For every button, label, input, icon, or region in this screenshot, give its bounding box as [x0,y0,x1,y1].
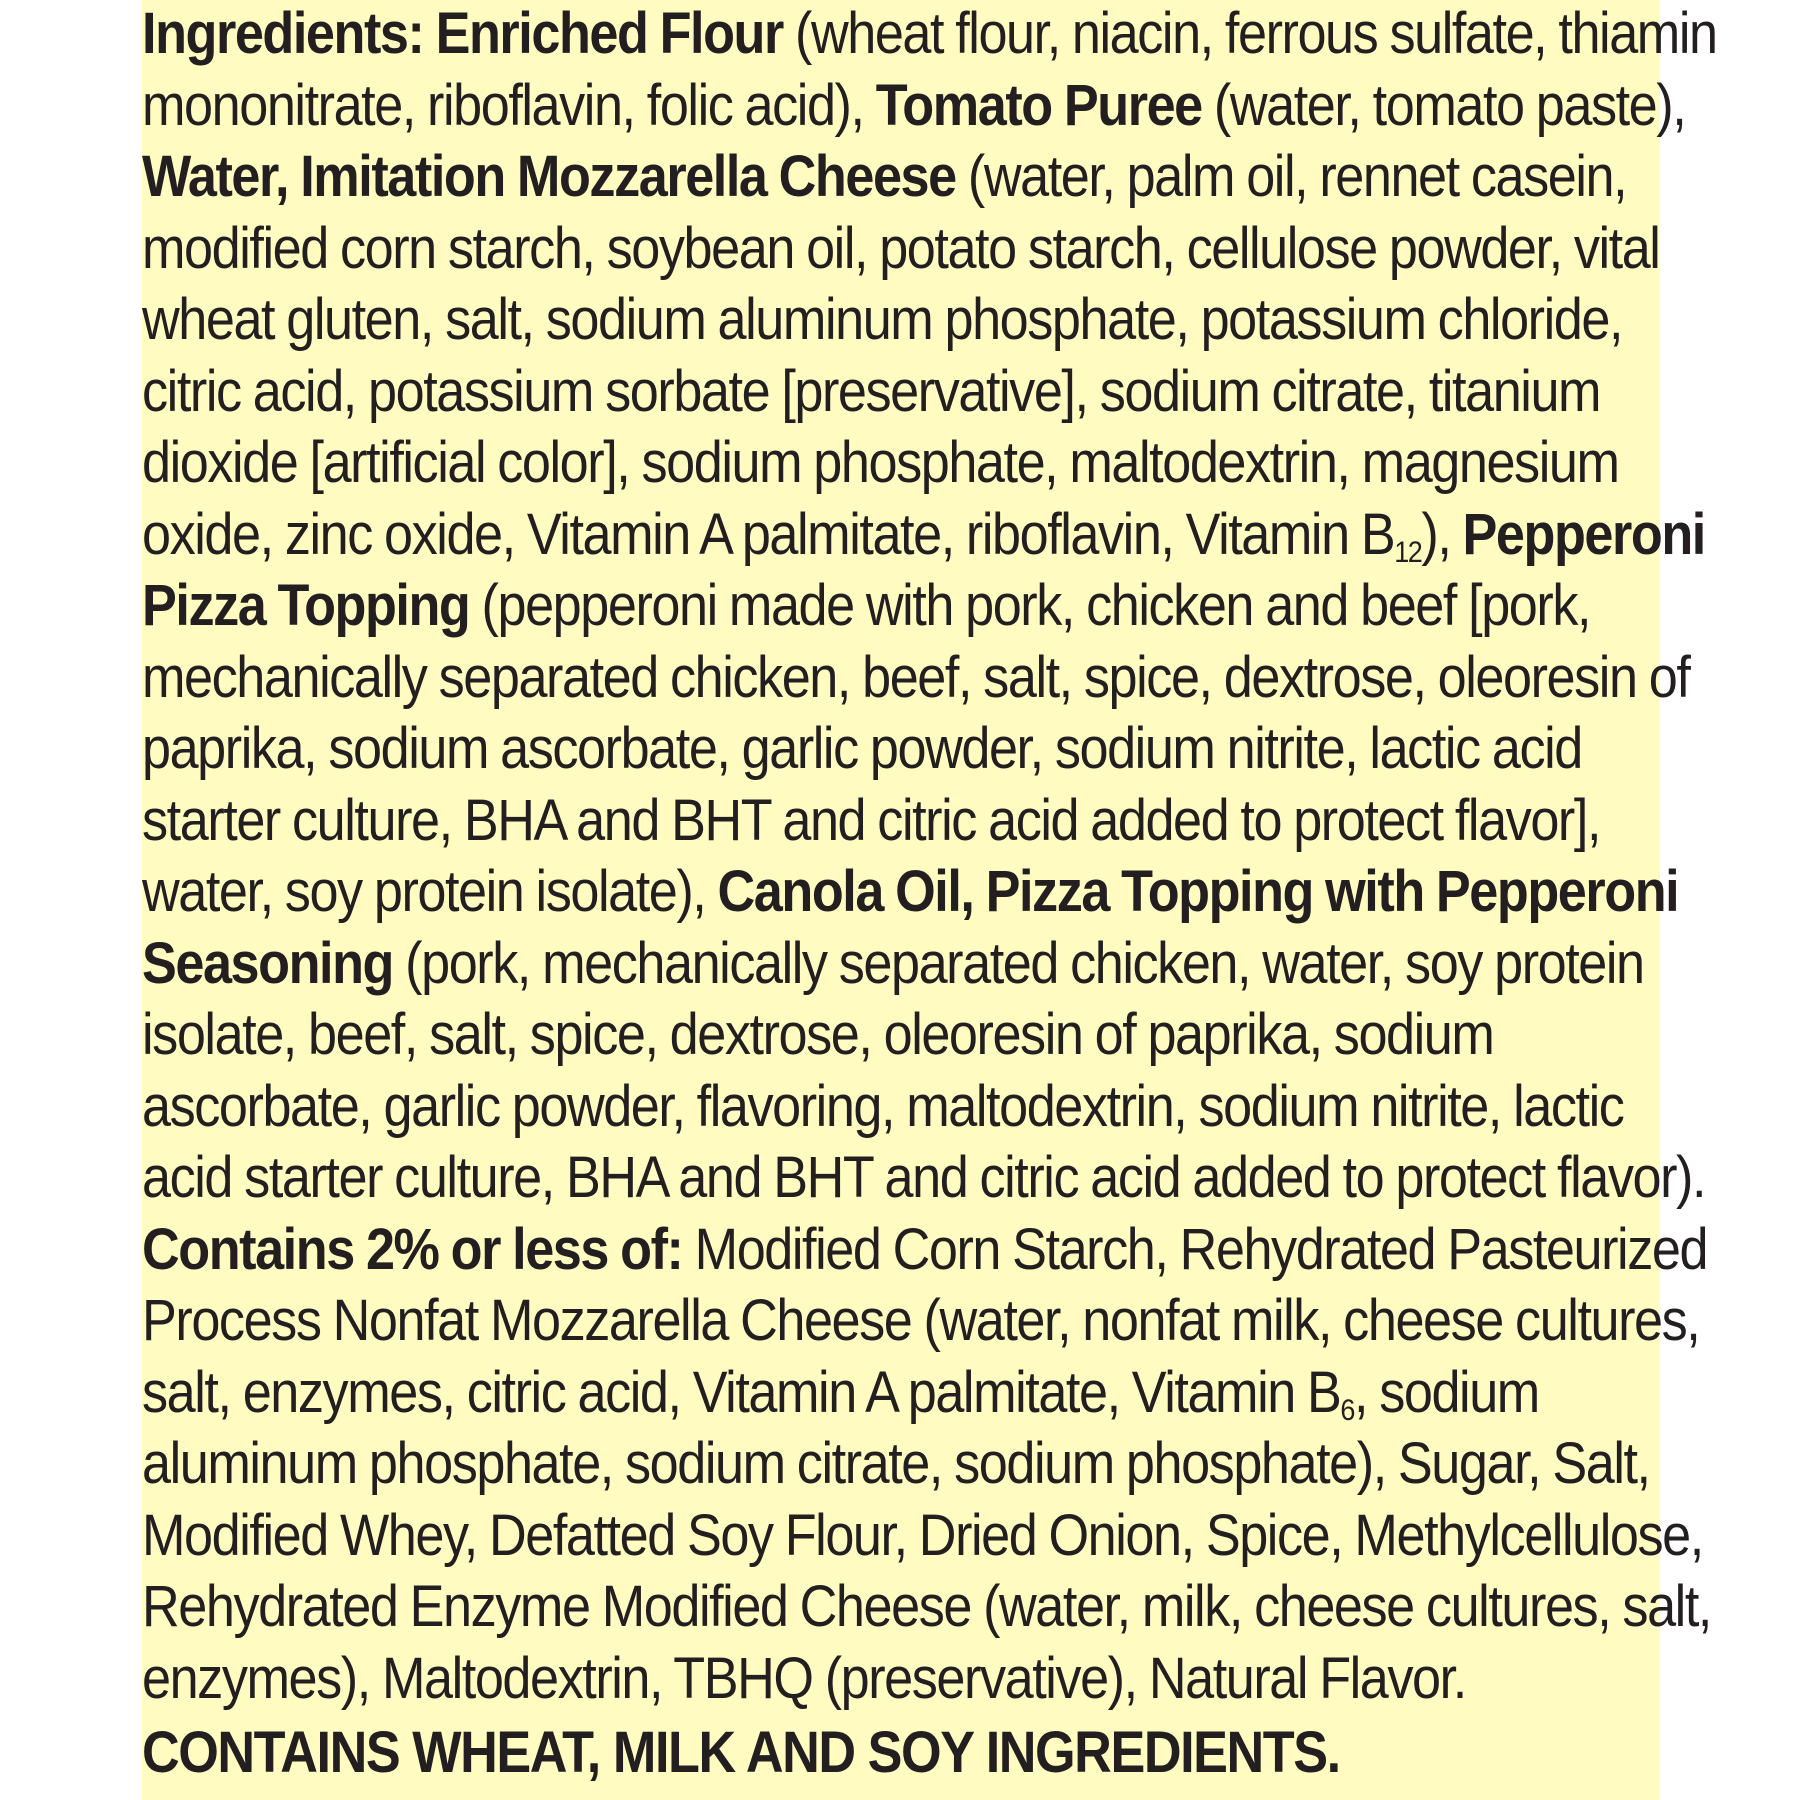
bold-ingredient-text: Seasoning [142,930,394,996]
ingredient-text: citric acid, potassium sorbate [preservative], sodium citrate, titanium [142,358,1601,424]
ingredient-line [142,499,1705,571]
ingredient-line [142,785,1601,857]
ingredient-line [142,427,1619,499]
ingredient-text: ascorbate, garlic powder, flavoring, maltodextrin, sodium nitrite, lactic [142,1073,1624,1139]
ingredient-text: modified corn starch, soybean oil, potato starch, cellulose powder, vital [142,215,1660,281]
ingredient-text: enzymes), Maltodextrin, TBHQ (preservative), Natural Flavor. [142,1645,1466,1711]
ingredient-line [142,1285,1700,1357]
ingredient-text: (pork, mechanically separated chicken, water, soy protein [393,930,1644,996]
ingredient-text: starter culture, BHA and BHT and citric acid added to protect flavor], [142,787,1601,853]
ingredient-line [142,642,1690,714]
ingredient-text: paprika, sodium ascorbate, garlic powder, sodium nitrite, lactic acid [142,716,1582,781]
ingredient-text: , sodium [1353,1359,1539,1425]
ingredient-text: isolate, beef, salt, spice, dextrose, oleoresin of paprika, sodium [142,1002,1494,1067]
ingredient-text: salt, enzymes, citric acid, Vitamin A palmitate, Vitamin B [142,1359,1341,1425]
ingredient-line [142,1142,1706,1214]
ingredient-text: mechanically separated chicken, beef, salt, spice, dextrose, oleoresin of [142,644,1690,710]
ingredient-line [142,1643,1528,1715]
ingredient-text: (water, tomato paste), [1201,72,1686,138]
bold-ingredient-text: Tomato Puree [875,72,1202,138]
ingredient-text: Modified Whey, Defatted Soy Flour, Dried Onion, Spice, Methylcellulose, [142,1502,1703,1568]
ingredient-line [142,999,1528,1071]
ingredient-line [142,856,1679,928]
ingredient-text: (pepperoni made with pork, chicken and beef [pork, [469,573,1591,638]
ingredient-line [142,713,1582,785]
subscript-text: 6 [1340,1393,1354,1427]
ingredient-text: acid starter culture, BHA and BHT and citric acid added to protect flavor). [142,1145,1706,1210]
ingredient-text: ), [1421,501,1463,567]
ingredient-line [142,570,1591,642]
ingredient-line [142,70,1686,142]
ingredient-line [142,284,1623,356]
ingredient-line [142,1357,1539,1429]
ingredient-line [142,0,1717,70]
ingredient-text: Modified Corn Starch, Rehydrated Pasteurized [682,1216,1708,1282]
ingredient-line [142,356,1601,428]
ingredient-line [142,1571,1711,1643]
bold-ingredient-text: Ingredients: Enriched Flour [142,1,783,66]
ingredient-text: oxide, zinc oxide, Vitamin A palmitate, riboflavin, Vitamin B [142,501,1395,567]
ingredient-text: Rehydrated Enzyme Modified Cheese (water, milk, cheese cultures, salt, [142,1574,1711,1639]
ingredient-text: wheat gluten, salt, sodium aluminum phosphate, potassium chloride, [142,287,1623,352]
ingredient-text: aluminum phosphate, sodium citrate, sodium phosphate), Sugar, Salt, [142,1431,1650,1496]
ingredient-line [142,213,1660,285]
subscript-text: 12 [1394,535,1422,569]
ingredient-text: water, soy protein isolate), [142,859,718,924]
bold-ingredient-text: Contains 2% or less of: [142,1216,683,1282]
ingredient-line [142,1214,1708,1286]
ingredient-text: Process Nonfat Mozzarella Cheese (water, nonfat milk, cheese cultures, [142,1288,1700,1353]
bold-ingredient-text: Pizza Topping [142,573,470,638]
ingredient-line [142,1428,1650,1500]
bold-ingredient-text: Water, Imitation Mozzarella Cheese [142,144,956,209]
ingredient-text: (water, palm oil, rennet casein, [955,144,1627,209]
bold-ingredient-text: Canola Oil, Pizza Topping with Pepperoni [717,859,1679,924]
bold-ingredient-text: Pepperoni [1462,501,1705,567]
ingredient-line [142,1071,1624,1143]
allergen-statement: CONTAINS WHEAT, MILK AND SOY INGREDIENTS. [142,1720,1340,1785]
ingredient-line [142,1500,1703,1572]
ingredient-text: dioxide [artificial color], sodium phosphate, maltodextrin, magnesium [142,430,1619,495]
ingredient-line [142,141,1627,213]
ingredient-line [142,928,1644,1000]
ingredient-text: mononitrate, riboflavin, folic acid), [142,72,876,138]
ingredients-list [142,0,1717,1714]
ingredient-text: (wheat flour, niacin, ferrous sulfate, thiamin [782,1,1717,66]
